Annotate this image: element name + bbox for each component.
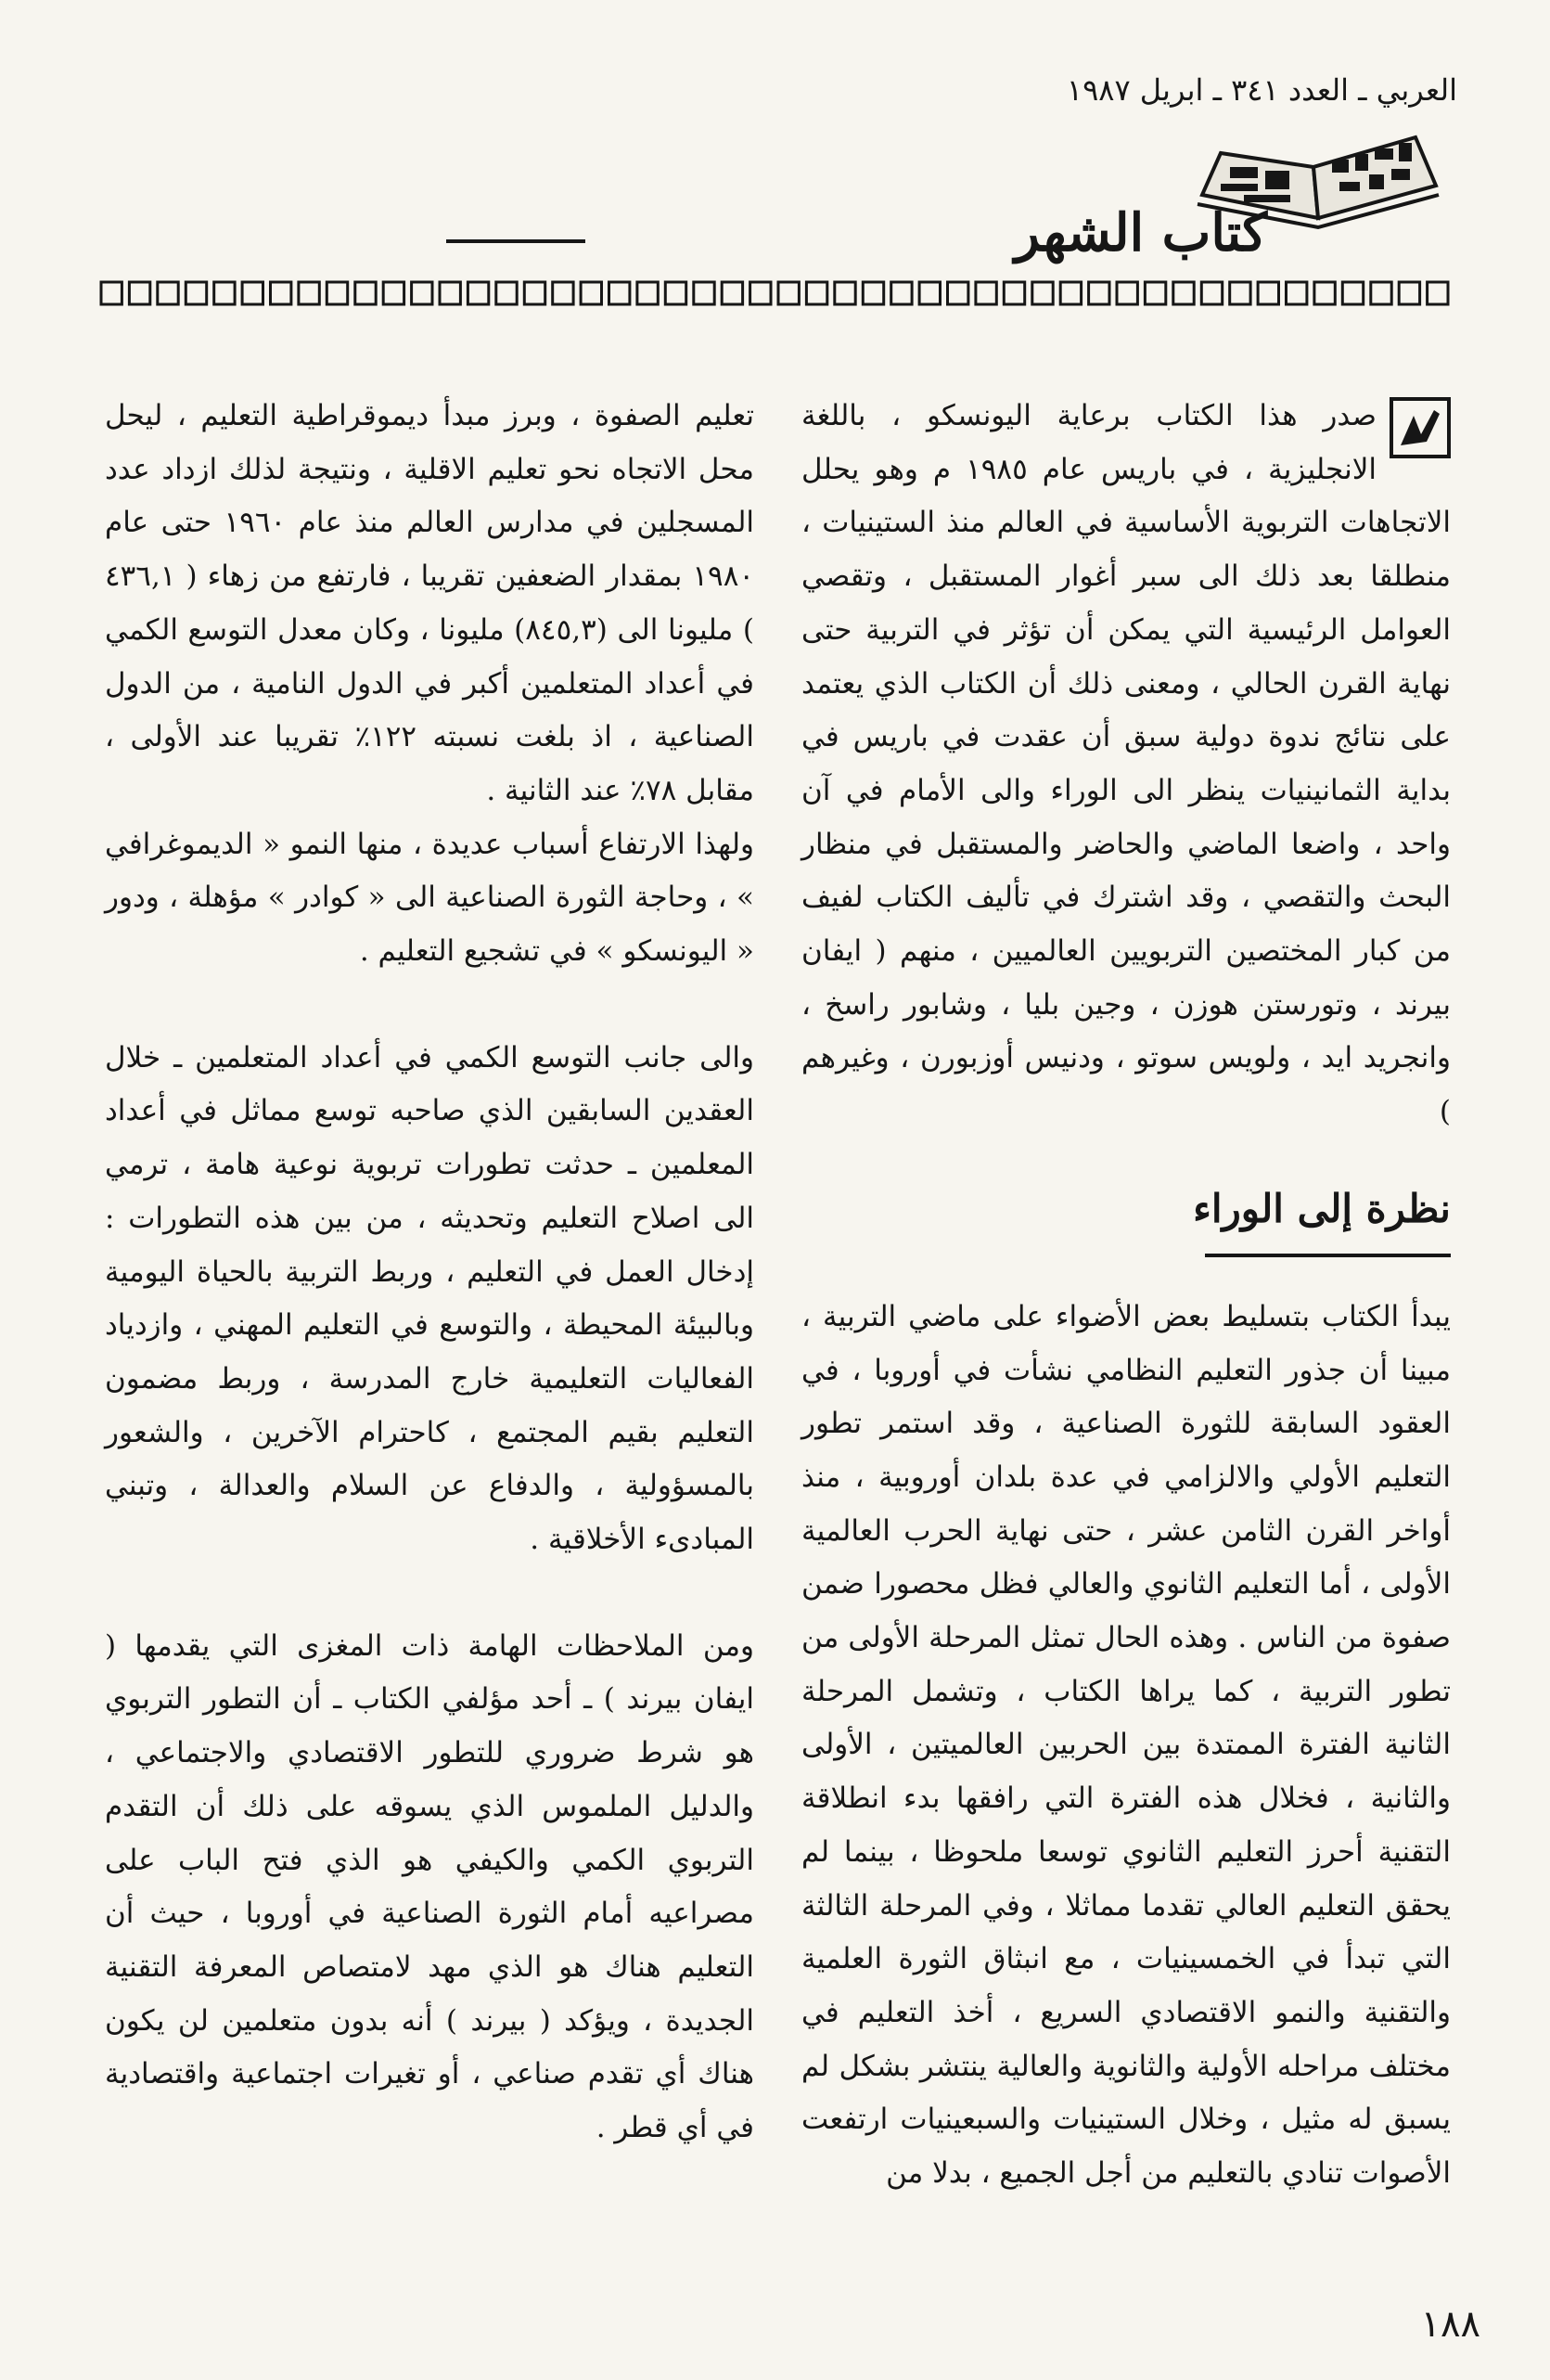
border-square bbox=[919, 282, 940, 304]
border-square bbox=[581, 282, 601, 304]
border-square bbox=[158, 282, 178, 304]
border-square bbox=[1117, 282, 1137, 304]
intro-paragraph: صدر هذا الكتاب برعاية اليونسكو ، باللغة الانجليزية ، في باريس عام ١٩٨٥ م وهو يحلل الاتجاهات التربوية الأساسية في العالم منذ الستينيات ، منطلقا بعد ذلك الى سبر أغوار المستقبل ، وتقصي العوامل الرئيسية التي يمكن أن تؤثر في التربية حتى نهاية القرن الحالي ، ومعنى ذلك أن الكتاب الذي يعتمد على نتائج ندوة دولية سبق أن عقدت في باريس في بداية الثمانينيات ينظر الى الوراء والى الأمام في آن واحد ، واضعا الماضي والحاضر والمستقبل في منظار البحث والتقصي ، وقد اشترك في تأليف الكتاب لفيف من كبار المختصين التربويين العالميين ، منهم ( ايفان بيرند ، وتورستن هوزن ، وجين بليا ، وشابور راسخ ، وانجريد ايد ، ولويس سوتو ، ودنيس أوزبورن ، وغيرهم ) bbox=[801, 399, 1451, 1129]
border-square bbox=[806, 282, 826, 304]
border-square bbox=[1173, 282, 1194, 304]
border-square bbox=[1287, 282, 1307, 304]
running-header: العربي ـ العدد ٣٤١ ـ ابريل ١٩٨٧ bbox=[1066, 72, 1457, 108]
border-square bbox=[1089, 282, 1109, 304]
page-number: ١٨٨ bbox=[1420, 2303, 1480, 2346]
article-left-column bbox=[105, 390, 754, 2155]
border-square bbox=[1399, 282, 1419, 304]
border-square bbox=[948, 282, 968, 304]
border-square bbox=[101, 282, 122, 304]
hand-pen-icon bbox=[1390, 397, 1451, 458]
paragraph-4: ومن الملاحظات الهامة ذات المغزى التي يقدمها ( ايفان بيرند ) ـ أحد مؤلفي الكتاب ـ أن التطور التربوي هو شرط ضروري للتطور الاقتصادي والاجتماعي ، والدليل الملموس الذي يسوقه على ذلك أن التقدم التربوي الكمي والكيفي هو الذي فتح الباب على مصراعيه أمام الثورة الصناعية في أوروبا ، حيث أن التعليم هناك هو الذي مهد لامتصاص المعرفة التقنية الجديدة ، ويؤكد ( بيرند ) أنه بدون متعلمين لن يكون هناك أي تقدم صناعي ، أو تغيرات اجتماعية واقتصادية في أي قطر . bbox=[105, 1628, 754, 2145]
border-square bbox=[468, 282, 488, 304]
border-square bbox=[1428, 282, 1448, 304]
border-square bbox=[299, 282, 319, 304]
border-square bbox=[553, 282, 573, 304]
border-square bbox=[242, 282, 263, 304]
border-square bbox=[1258, 282, 1278, 304]
border-square bbox=[750, 282, 771, 304]
border-square bbox=[1060, 282, 1081, 304]
border-square bbox=[214, 282, 235, 304]
border-square bbox=[1371, 282, 1391, 304]
border-square bbox=[524, 282, 544, 304]
border-square bbox=[383, 282, 404, 304]
sub-heading-underline bbox=[1205, 1254, 1451, 1257]
border-square bbox=[891, 282, 912, 304]
border-square bbox=[665, 282, 685, 304]
border-square bbox=[1201, 282, 1222, 304]
border-square bbox=[1032, 282, 1053, 304]
paragraph-1: تعليم الصفوة ، وبرز مبدأ ديموقراطية التعليم ، ليحل محل الاتجاه نحو تعليم الاقلية ، ونتيجة لذلك ازداد عدد المسجلين في مدارس العالم منذ عام ١٩٦٠ حتى عام ١٩٨٠ بمقدار الضعفين تقريبا ، فارتفع من زهاء ( ٤٣٦,١ ) مليونا الى (٨٤٥,٣) مليونا ، وكان معدل التوسع الكمي في أعداد المتعلمين أكبر في الدول النامية ، من الدول الصناعية ، اذ بلغت نسبته ١٢٢٪ تقريبا عند الأولى ، مقابل ٧٨٪ عند الثانية . bbox=[105, 399, 754, 807]
section-title: كتاب الشهر bbox=[1014, 202, 1267, 264]
border-square bbox=[1145, 282, 1165, 304]
border-square bbox=[355, 282, 376, 304]
border-square bbox=[271, 282, 291, 304]
border-square bbox=[186, 282, 206, 304]
border-square bbox=[129, 282, 149, 304]
border-square bbox=[976, 282, 996, 304]
decorative-box-border bbox=[98, 278, 1453, 310]
border-square bbox=[327, 282, 347, 304]
border-square bbox=[835, 282, 855, 304]
border-square bbox=[1314, 282, 1335, 304]
border-square bbox=[609, 282, 630, 304]
border-square bbox=[1342, 282, 1363, 304]
paragraph-2: ولهذا الارتفاع أسباب عديدة ، منها النمو « الديموغرافي » ، وحاجة الثورة الصناعية الى « كوادر » مؤهلة ، ودور « اليونسكو » في تشجيع التعليم . bbox=[105, 827, 754, 969]
border-square bbox=[1230, 282, 1250, 304]
border-square bbox=[722, 282, 742, 304]
paragraph-3: والى جانب التوسع الكمي في أعداد المتعلمين ـ خلال العقدين السابقين الذي صاحبه توسع مماثل في أعداد المعلمين ـ حدثت تطورات تربوية نوعية هامة ، ترمي الى اصلاح التعليم وتحديثه ، من بين هذه التطورات : إدخال العمل في التعليم ، وربط التربية بالحياة اليومية وبالبيئة المحيطة ، والتوسع في التعليم المهني ، وازدياد الفعاليات التعليمية خارج المدرسة ، وربط مضمون التعليم بقيم المجتمع ، كاحترام الآخرين ، والشعور بالمسؤولية ، والدفاع عن السلام والعدالة ، وتبني المبادىء الأخلاقية . bbox=[105, 1040, 754, 1557]
border-square bbox=[637, 282, 658, 304]
title-underline bbox=[446, 239, 585, 243]
border-square bbox=[1004, 282, 1024, 304]
border-square bbox=[412, 282, 432, 304]
body-paragraph: يبدأ الكتاب بتسليط بعض الأضواء على ماضي التربية ، مبينا أن جذور التعليم النظامي نشأت في أوروبا ، في العقود السابقة للثورة الصناعية ، وقد استمر تطور التعليم الأولي والالزامي في عدة بلدان أوروبية ، منذ أواخر القرن الثامن عشر ، حتى نهاية الحرب العالمية الأولى ، أما التعليم الثانوي والعالي فظل محصورا ضمن صفوة من الناس . وهذه الحال تمثل المرحلة الأولى من تطور التربية ، كما يراها الكتاب ، وتشمل المرحلة الثانية الفترة الممتدة بين الحربين العالميتين ، الأولى والثانية ، فخلال هذه الفترة التي رافقها بدء انطلاقة التقنية أحرز التعليم الثانوي توسعا ملحوظا ، بينما لم يحقق التعليم العالي تقدما مماثلا ، وفي المرحلة الثالثة التي تبدأ في الخمسينيات ، مع انبثاق الثورة العلمية والتقنية والنمو الاقتصادي السريع ، أخذ التعليم في مختلف مراحله الأولية والثانوية والعالية ينتشر بشكل لم يسبق له مثيل ، وخلال الستينيات والسبعينيات ارتفعت الأصوات تنادي بالتعليم من أجل الجميع ، بدلا من bbox=[801, 1299, 1451, 2191]
sub-heading: نظرة إلى الوراء bbox=[1193, 1185, 1451, 1231]
border-square bbox=[778, 282, 799, 304]
border-square bbox=[440, 282, 460, 304]
border-square bbox=[694, 282, 714, 304]
border-square bbox=[863, 282, 883, 304]
border-square bbox=[496, 282, 517, 304]
article-right-column bbox=[801, 390, 1451, 2201]
